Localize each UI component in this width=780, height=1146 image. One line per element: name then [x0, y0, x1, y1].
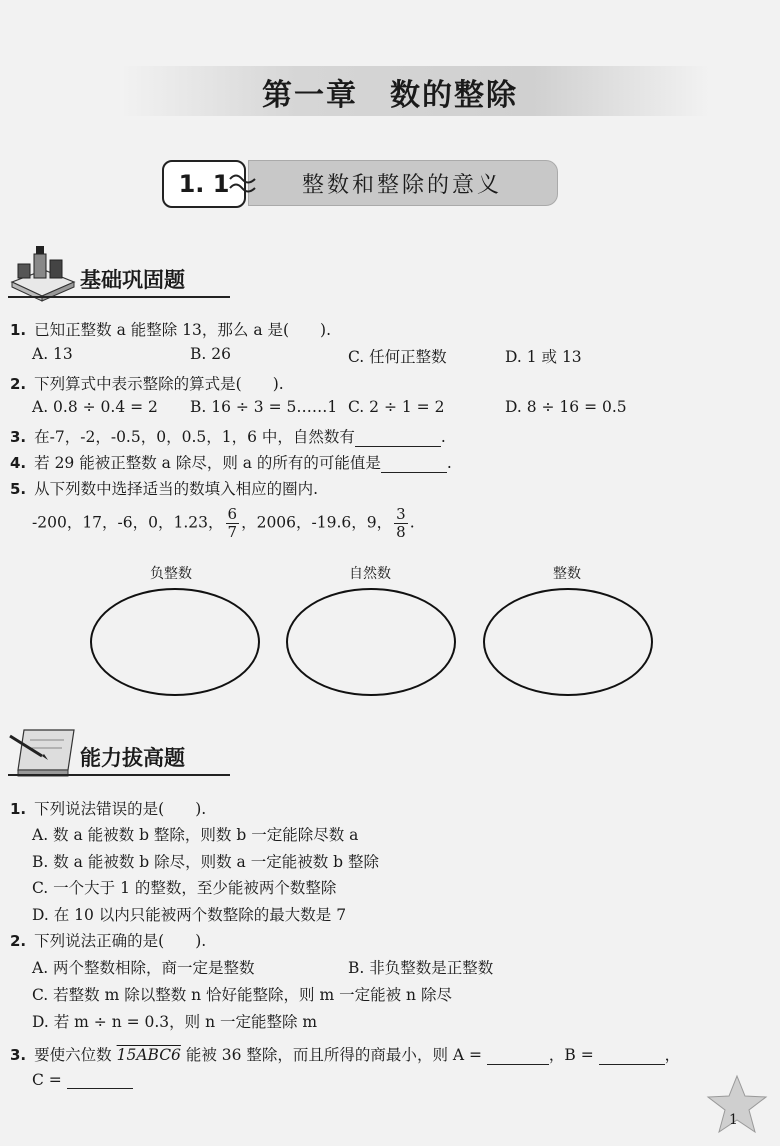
answer-blank[interactable]: [355, 428, 441, 447]
heading-underline: [8, 774, 230, 776]
basic-question-5: [10, 477, 318, 499]
answer-blank[interactable]: [381, 454, 447, 473]
number-list-part-b: ，2006，-19.6，9，: [241, 513, 393, 532]
option-a: A. 两个整数相除，商一定是整数: [32, 959, 255, 977]
advanced-question-2: [10, 929, 206, 951]
bleed-through-text: [20, 8, 371, 27]
blocks-icon: [8, 246, 78, 302]
question-number: 1.: [10, 321, 27, 339]
option-b: B. 非负整数是正整数: [348, 959, 494, 977]
label-natural-number: 自然数: [349, 566, 391, 582]
option-d: D. 若 m ÷ n = 0.3，则 n 一定能整除 m: [32, 1013, 318, 1031]
number-list-part-a: -200，17，-6，0，1.23，: [32, 513, 224, 532]
numerator: 3: [396, 505, 406, 523]
oval-natural-number[interactable]: [286, 588, 456, 696]
basic-question-4: [10, 451, 452, 473]
question-number: 4.: [10, 454, 27, 472]
question-stem: 从下列数中选择适当的数填入相应的圈内.: [34, 480, 319, 498]
basic-heading: 基础巩固题: [80, 268, 185, 292]
numerator: 6: [227, 505, 238, 523]
option-c: C. 任何正整数: [348, 348, 447, 366]
option-c: C. 一个大于 1 的整数，至少能被两个数整除: [32, 879, 337, 897]
question-number: 1.: [10, 800, 27, 818]
option-a: A. 0.8 ÷ 0.4 = 2: [32, 398, 158, 416]
fraction: [394, 506, 408, 541]
oval-integer[interactable]: [483, 588, 653, 696]
question-number: 5.: [10, 480, 27, 498]
question-stem: 下列说法正确的是( ).: [34, 932, 207, 950]
option-d: D. 8 ÷ 16 = 0.5: [505, 398, 627, 416]
advanced-question-3-cont: [32, 1070, 133, 1089]
advanced-heading: 能力拔高题: [80, 746, 185, 770]
period: .: [446, 454, 452, 472]
basic-question-1: [10, 318, 331, 340]
question-stem: 若 29 能被正整数 a 除尽，则 a 的所有的可能值是: [34, 454, 381, 472]
advanced-question-1: [10, 797, 206, 819]
option-c: C. 若整数 m 除以整数 n 恰好能整除，则 m 一定能被 n 除尽: [32, 986, 452, 1004]
question-stem: 下列算式中表示整除的算式是( ).: [34, 375, 284, 393]
heading-underline: [8, 296, 230, 298]
book-pen-icon: [8, 722, 78, 780]
chapter-title: 第一章 数的整除: [262, 78, 518, 113]
option-c: C. 2 ÷ 1 = 2: [348, 398, 445, 416]
basic-question-3: [10, 425, 446, 447]
option-b: B. 16 ÷ 3 = 5……1: [190, 398, 338, 416]
question-number: 3.: [10, 1046, 27, 1064]
basic-question-2: [10, 372, 284, 394]
page-number: 1: [729, 1112, 738, 1128]
option-d: D. 1 或 13: [505, 348, 582, 366]
six-digit-number: 15ABC6: [116, 1046, 181, 1064]
question-stem: ，B =: [548, 1046, 594, 1064]
period: .: [440, 428, 446, 446]
label-integer: 整数: [553, 566, 581, 582]
question-stem: ，: [664, 1046, 681, 1064]
label-negative-integer: 负整数: [150, 566, 192, 582]
question-stem: C =: [32, 1071, 62, 1089]
answer-blank-b[interactable]: [599, 1046, 665, 1065]
section-number: 1. 1: [162, 160, 246, 208]
question-stem: 能被 36 整除，而且所得的商最小，则 A =: [185, 1046, 482, 1064]
denominator: 8: [396, 523, 406, 541]
question-stem: 要使六位数: [34, 1046, 112, 1064]
option-a: A. 13: [32, 345, 73, 363]
option-b: B. 26: [190, 345, 231, 363]
question-stem: 下列说法错误的是( ).: [34, 800, 207, 818]
question-stem: 已知正整数 a 能整除 13，那么 a 是( ).: [34, 321, 332, 339]
question-number: 3.: [10, 428, 27, 446]
number-list: [32, 506, 415, 541]
option-a: A. 数 a 能被数 b 整除，则数 b 一定能除尽数 a: [32, 826, 359, 844]
option-d: D. 在 10 以内只能被两个数整除的最大数是 7: [32, 906, 347, 924]
denominator: 7: [227, 523, 238, 541]
oval-negative-integer[interactable]: [90, 588, 260, 696]
option-b: B. 数 a 能被数 b 除尽，则数 a 一定能被数 b 整除: [32, 853, 379, 871]
answer-blank-a[interactable]: [487, 1046, 549, 1065]
question-stem: 在-7，-2，-0.5，0，0.5，1，6 中，自然数有: [34, 428, 355, 446]
advanced-question-3: [10, 1043, 680, 1065]
period: .: [409, 513, 415, 532]
fraction: [226, 506, 240, 541]
answer-blank-c[interactable]: [67, 1070, 133, 1089]
question-number: 2.: [10, 375, 27, 393]
section-title: 整数和整除的意义: [301, 173, 502, 198]
question-number: 2.: [10, 932, 27, 950]
